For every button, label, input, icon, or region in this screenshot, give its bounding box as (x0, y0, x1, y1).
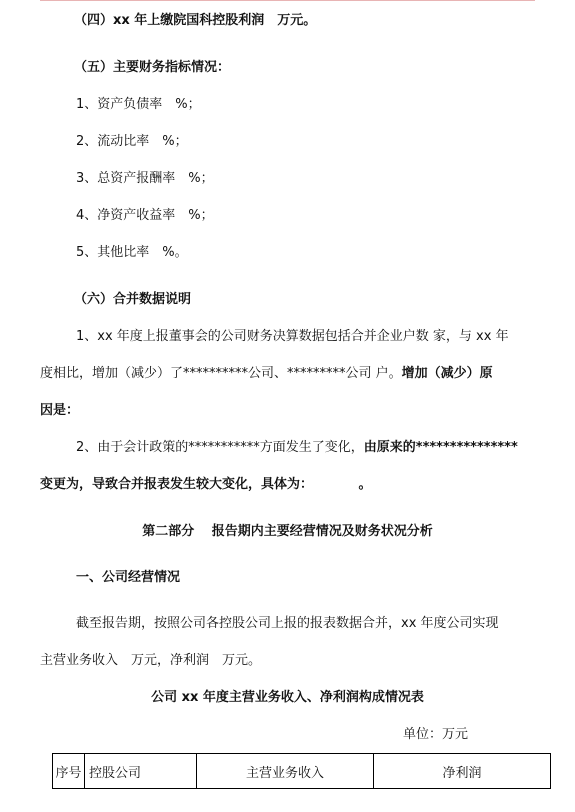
header-cell-profit: 净利润 (374, 754, 551, 789)
table-header-row (53, 754, 551, 789)
indicator-item: 3、总资产报酬率 %； (76, 171, 214, 186)
part-2-title: 第二部分 报告期内主要经营情况及财务状况分析 (142, 524, 433, 539)
revenue-table (52, 753, 551, 789)
unit-label: 单位：万元 (403, 727, 469, 742)
header-cell-company: 控股公司 (85, 754, 197, 789)
indicator-item: 4、净资产收益率 %； (76, 208, 214, 223)
section-5-heading: （五）主要财务指标情况： (74, 60, 231, 75)
section-4-heading: （四）xx 年上缴院国科控股利润 万元。 (74, 13, 317, 28)
paragraph-1-bold-text: 增加（减少）原 (401, 366, 493, 381)
indicator-item: 5、其他比率 %。 (76, 245, 188, 260)
header-rule (40, 0, 535, 1)
paragraph-1-line-2 (40, 364, 493, 384)
paragraph-1-text: 度相比，增加（减少）了**********公司、*********公司 户。 (40, 366, 402, 381)
indicator-item: 1、资产负债率 %； (76, 97, 201, 112)
paragraph-2-text: 2、由于会计政策的***********方面发生了变化， (76, 440, 364, 455)
table-title: 公司 xx 年度主营业务收入、净利润构成情况表 (151, 690, 424, 705)
paragraph-1-line-1: 1、xx 年度上报董事会的公司财务决算数据包括合并企业户数 家，与 xx 年 (76, 329, 509, 344)
section-6-heading: （六）合并数据说明 (74, 292, 192, 307)
paragraph-2-line-2: 变更为，导致合并报表发生较大变化，具体为： 。 (40, 477, 372, 492)
paragraph-2-line-1 (76, 438, 518, 458)
paragraph-1-line-3: 因是： (40, 403, 80, 418)
header-cell-revenue: 主营业务收入 (197, 754, 374, 789)
indicator-item: 2、流动比率 %； (76, 134, 188, 149)
header-cell-index: 序号 (53, 754, 85, 789)
section-1-heading: 一、公司经营情况 (76, 570, 181, 585)
paragraph-2-bold-text: 由原来的*************** (363, 440, 518, 455)
paragraph-3-line-1: 截至报告期，按照公司各控股公司上报的报表数据合并，xx 年度公司实现 (76, 616, 499, 631)
paragraph-3-line-2: 主营业务收入 万元，净利润 万元。 (40, 653, 262, 668)
